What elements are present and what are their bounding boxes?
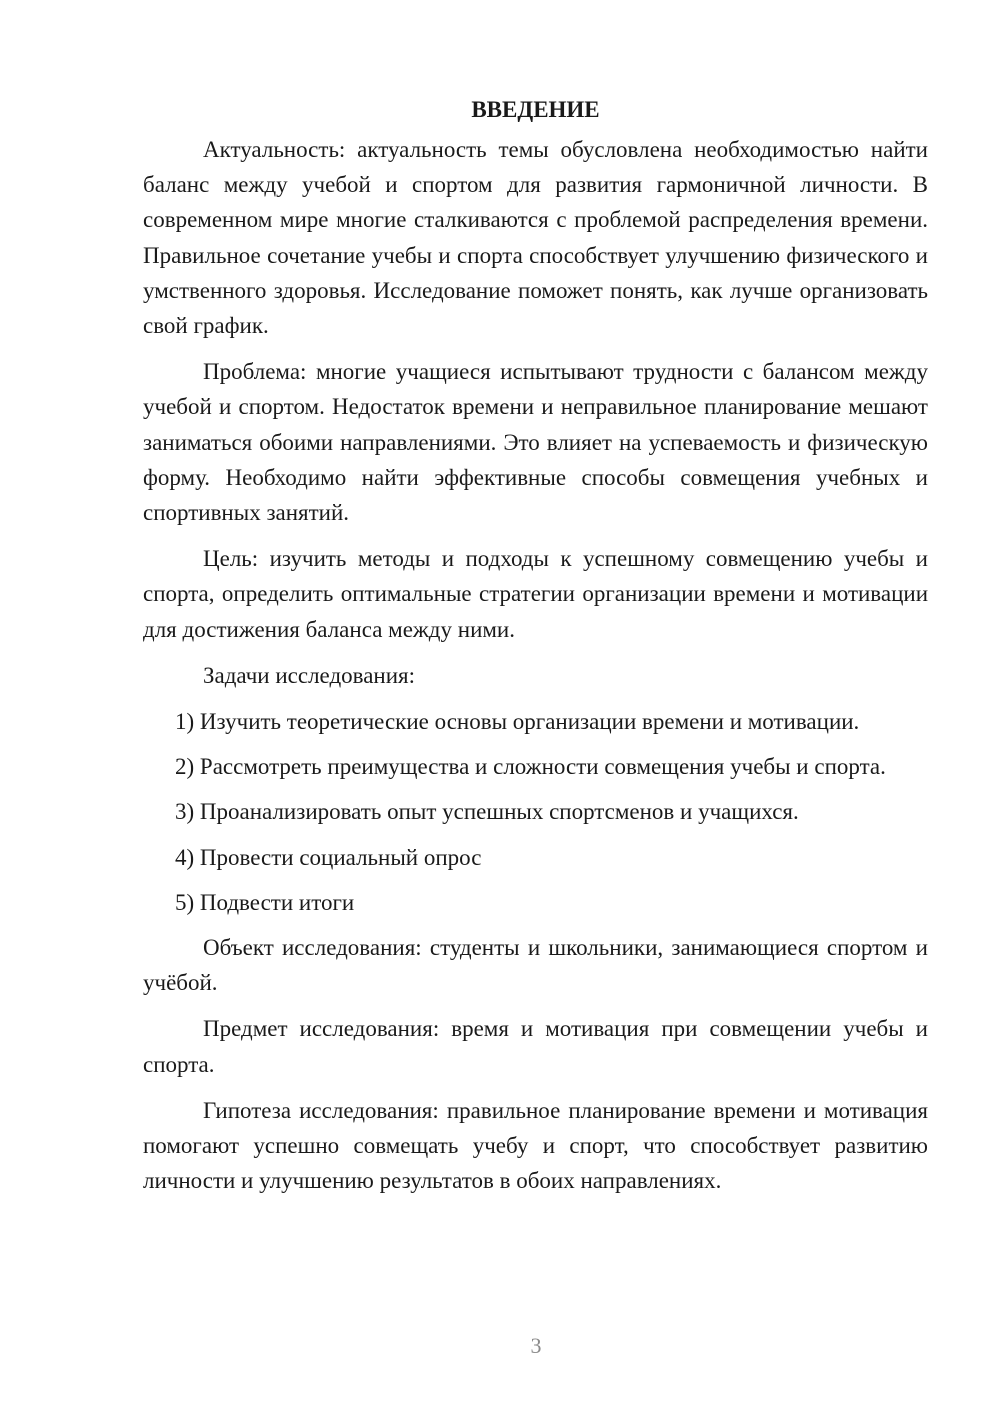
tasks-title: Задачи исследования:	[203, 662, 416, 688]
page-number: 3	[530, 1333, 542, 1358]
list-item: 1) Изучить теоретические основы организации времени и мотивации.	[175, 709, 860, 735]
list-item: 4) Провести социальный опрос	[175, 844, 482, 870]
goal-paragraph: Цель: изучить методы и подходы к успешному совмещению учебы и спорта, определить оптимальные стратегии организации времени и мотивации для достижения баланса между ними.	[143, 546, 928, 642]
hypothesis-paragraph: Гипотеза исследования: правильное планирование времени и мотивация помогают успешно совмещать учебу и спорт, что способствует развитию личности и улучшению результатов в обоих направлениях.	[143, 1097, 928, 1194]
page-title: ВВЕДЕНИЕ	[471, 97, 600, 122]
problem-paragraph: Проблема: многие учащиеся испытывают трудности с балансом между учебой и спортом. Недостаток времени и неправильное планирование мешают заниматься обоими направлениями. Это влияет на успеваемость и физическую форму. Необходимо найти эффективные способы совмещения учебных и спортивных занятий.	[143, 359, 928, 526]
list-item: 3) Проанализировать опыт успешных спортсменов и учащихся.	[175, 799, 799, 825]
subject-paragraph: Предмет исследования: время и мотивация при совмещении учебы и спорта.	[143, 1016, 928, 1077]
list-item: 2) Рассмотреть преимущества и сложности совмещения учебы и спорта.	[175, 754, 886, 780]
list-item: 5) Подвести итоги	[175, 889, 355, 915]
tasks-list	[143, 704, 928, 920]
object-paragraph: Объект исследования: студенты и школьники, занимающиеся спортом и учёбой.	[143, 935, 928, 996]
document-page	[143, 92, 928, 1209]
relevance-paragraph: Актуальность: актуальность темы обусловлена необходимостью найти баланс между учебой и спортом для развития гармоничной личности. В современном мире многие сталкиваются с проблемой распределения времени. Правильное сочетание учебы и спорта способствует улучшению физического и умственного здоровья. Исследование поможет понять, как лучше организовать свой график.	[143, 137, 928, 339]
